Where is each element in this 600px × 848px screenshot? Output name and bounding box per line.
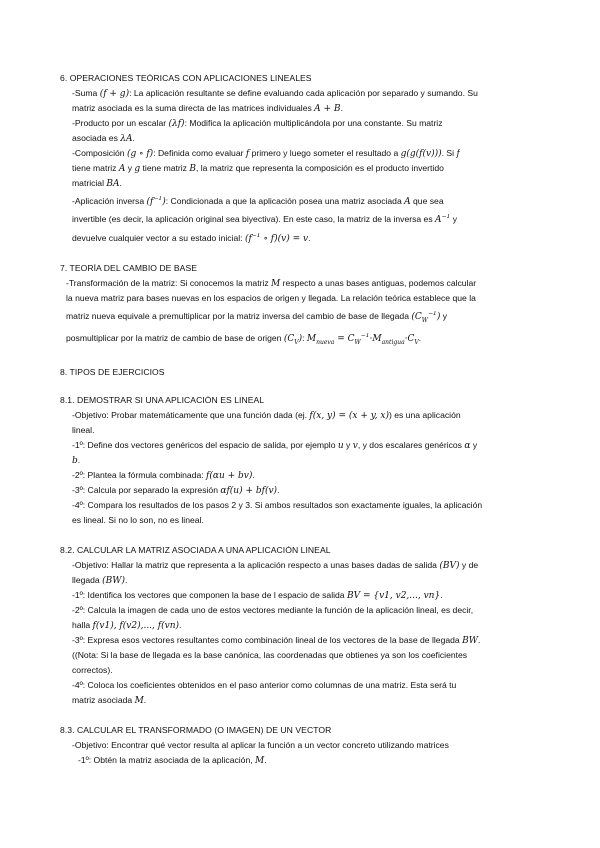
section-heading: 8.2. CALCULAR LA MATRIZ ASOCIADA A UNA APLICACIÓN LINEAL — [60, 546, 331, 555]
text-line: -4º: Compara los resultados de los pasos 2 y 3. Si ambos resultados son exactamente iguales, la aplicación — [72, 501, 483, 510]
text-line: -Composición (g ∘ f): Definida como evaluar f primero y luego someter el resultado a g(g(f(v))). Si f — [72, 149, 460, 159]
text-line: tiene matriz A y g tiene matriz B, la matriz que representa la composición es el producto invertido — [72, 164, 444, 174]
text-line: la nueva matriz para bases nuevas en los espacios de origen y llegada. La relación teórica establece que la — [66, 294, 476, 303]
text-line: -Objetivo: Probar matemáticamente que una función dada (ej. f(x, y) = (x + y, x)) es una aplicación — [72, 411, 461, 421]
text-line: -2º: Plantea la fórmula combinada: f(αu + bv). — [72, 471, 255, 481]
text-line: b. — [72, 456, 81, 466]
text-line: -Suma (f + g): La aplicación resultante se define evaluando cada aplicación por separado y sumando. Su — [72, 89, 478, 99]
text-line: -1º: Obtén la matriz asociada de la aplicación, M. — [78, 756, 267, 766]
section-heading: 8.1. DEMOSTRAR SI UNA APLICACIÓN ES LINEAL — [60, 396, 265, 405]
text-line: -3º: Expresa esos vectores resultantes como combinación lineal de los vectores de la base de llegada BW. — [72, 636, 481, 646]
section-heading: 7. TEORÍA DEL CAMBIO DE BASE — [60, 264, 198, 273]
text-line: posmultiplicar por la matriz de cambio de base de origen $(C_V)$: $M_{nueva} = C_W^{-1}\cdot M_{antigua}\cdot C_V$. — [66, 333, 422, 346]
text-line: matriz nueva equivale a premultiplicar por la matriz inversa del cambio de base de llegada $(C_W^{-1})$ y — [66, 311, 448, 324]
text-line: -1º: Define dos vectores genéricos del espacio de salida, por ejemplo u y v, y dos escalares genéricos α y — [72, 441, 478, 451]
text-line: llegada (BW). — [72, 576, 128, 586]
section-heading: 8. TIPOS DE EJERCICIOS — [60, 368, 165, 377]
text-line: devuelve cualquier vector a su estado inicial: ($f^{-1}$ ∘ f)(v) = v. — [72, 233, 311, 244]
text-line: -3º: Calcula por separado la expresión αf(u) + bf(v). — [72, 486, 280, 496]
text-line: -2º: Calcula la imagen de cada uno de estos vectores mediante la función de la aplicación lineal, es decir, — [72, 606, 474, 615]
text-line: -Objetivo: Encontrar qué vector resulta al aplicar la función a un vector concreto utilizando matrices — [72, 741, 449, 750]
text-line: -1º: Identifica los vectores que componen la base de l espacio de salida BV = {v1, v2,..., vn}. — [72, 591, 443, 601]
text-line: -Producto por un escalar (λf): Modifica la aplicación multiplicándola por una constante. Su matriz — [72, 119, 443, 129]
text-line: halla f(v1), f(v2),..., f(vn). — [72, 621, 182, 631]
text-line: matriz asociada M. — [72, 696, 147, 706]
text-line: lineal. — [72, 426, 95, 435]
text-line: es lineal. Si no lo son, no es lineal. — [72, 516, 204, 525]
text-line: -4º: Coloca los coeficientes obtenidos en el paso anterior como columnas de una matriz. Esta será tu — [72, 681, 457, 690]
text-line: invertible (es decir, la aplicación original sea biyectiva). En este caso, la matriz de la inversa es $A^{-1}$ y — [72, 214, 458, 225]
text-line: asociada es λA. — [72, 134, 135, 144]
text-line: correctos). — [72, 666, 113, 675]
text-line: -Transformación de la matriz: Si conocemos la matriz M respecto a unas bases antiguas, podemos calcular — [66, 279, 477, 289]
text-line: -Aplicación inversa $(f^{-1})$: Condicionada a que la aplicación posea una matriz asociada A que sea — [72, 196, 444, 207]
text-line: matriz asociada es la suma directa de las matrices individuales A + B. — [72, 104, 343, 114]
text-line: -Objetivo: Hallar la matriz que representa a la aplicación respecto a unas bases dadas de salida (BV) y de — [72, 561, 479, 571]
section-heading: 8.3. CALCULAR EL TRANSFORMADO (O IMAGEN) DE UN VECTOR — [60, 726, 332, 735]
section-heading: 6. OPERACIONES TEÓRICAS CON APLICACIONES LINEALES — [60, 74, 312, 83]
text-line: matricial BA. — [72, 179, 122, 189]
text-line: ((Nota: Si la base de llegada es la base canónica, las coordenadas que obtienes ya son los coeficientes — [72, 651, 468, 660]
